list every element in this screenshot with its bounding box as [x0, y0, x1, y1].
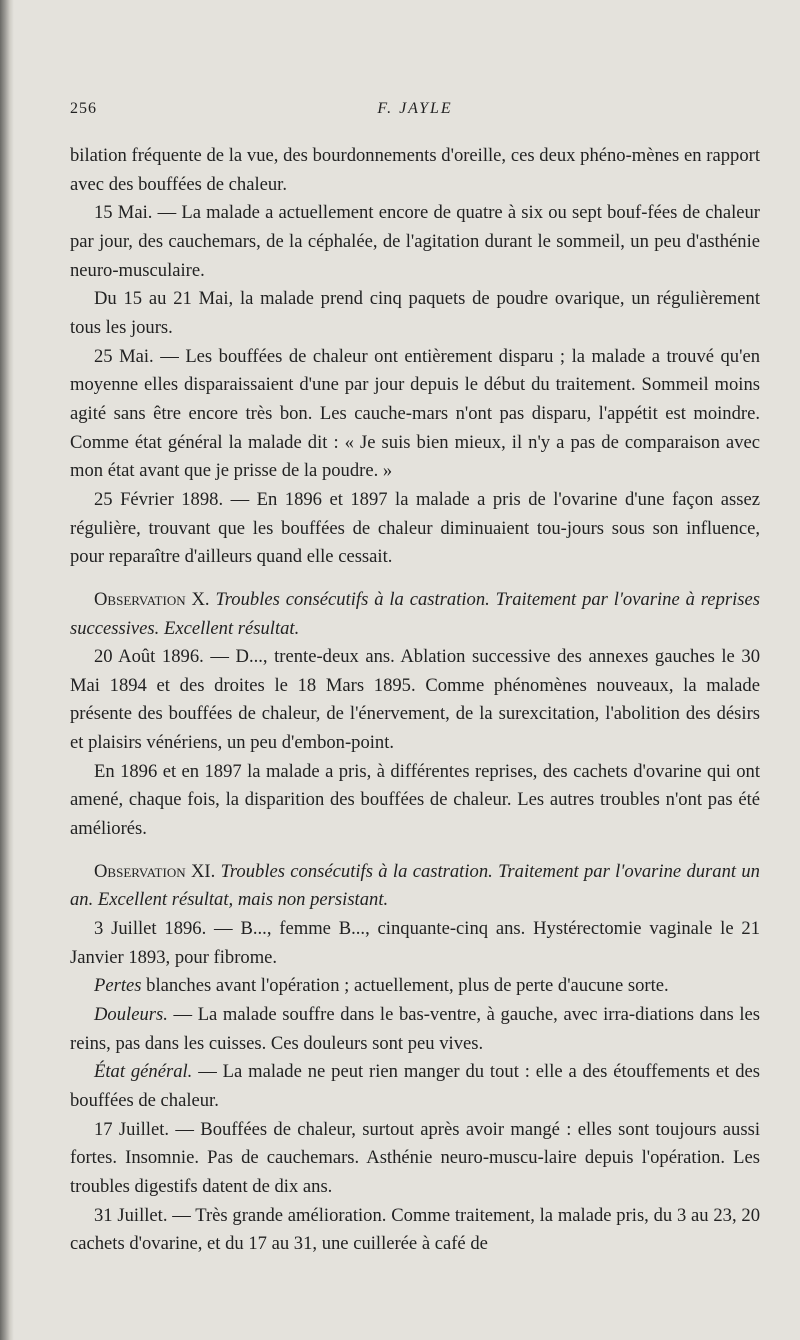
- paragraph: [70, 972, 760, 1001]
- observation-heading: [70, 858, 760, 915]
- paragraph: En 1896 et en 1897 la malade a pris, à différentes reprises, des cachets d'ovarine qui ont amené, chaque fois, la disparition des bouffées de chaleur. Les autres troubles n'ont pas été améliorés.: [70, 760, 760, 840]
- paragraph: bilation fréquente de la vue, des bourdonnements d'oreille, ces deux phéno-mènes en rapport avec des bouffées de chaleur.: [70, 145, 760, 195]
- paragraph-text: blanches avant l'opération ; actuellement, plus de perte d'aucune sorte.: [141, 975, 669, 997]
- observation-title: Troubles consécutifs à la castration. Traitement par l'ovarine durant un an. Excellent résultat, mais non persistant.: [70, 860, 760, 911]
- paragraph-lead: État général.: [94, 1061, 193, 1083]
- paragraph-lead: Douleurs.: [94, 1004, 168, 1026]
- paragraph: 25 Février 1898. — En 1896 et 1897 la malade a pris de l'ovarine d'une façon assez régulière, trouvant que les bouffées de chaleur diminuaient tou-jours sous son influence, pour reparaître d'ailleurs quand elle cessait.: [70, 488, 760, 568]
- paragraph: 15 Mai. — La malade a actuellement encore de quatre à six ou sept bouf-fées de chaleur par jour, des cauchemars, de la céphalée, de l'agitation durant le sommeil, un peu d'asthénie neuro-musculaire.: [70, 202, 760, 281]
- paragraph: [70, 1058, 760, 1115]
- observation-label: Observation XI.: [94, 860, 216, 882]
- paragraph-text: — La malade souffre dans le bas-ventre, à gauche, avec irra-diations dans les reins, pas dans les cuisses. Ces douleurs sont peu vives.: [70, 1004, 760, 1054]
- paragraph: Du 15 au 21 Mai, la malade prend cinq paquets de poudre ovarique, un régulièrement tous les jours.: [70, 288, 760, 338]
- observation-heading: [70, 586, 760, 643]
- page-number: 256: [70, 100, 97, 117]
- observation-title: Troubles consécutifs à la castration. Traitement par l'ovarine à reprises successives. Excellent résultat.: [70, 588, 760, 639]
- running-header: [70, 100, 760, 130]
- observation-label: Observation X.: [94, 588, 210, 610]
- paragraph: [70, 1001, 760, 1058]
- paragraph: 17 Juillet. — Bouffées de chaleur, surtout après avoir mangé : elles sont toujours aussi fortes. Insomnie. Pas de cauchemars. Asthénie neuro-muscu-laire depuis l'opération. Les troubles digestifs datent de dix ans.: [70, 1118, 760, 1197]
- running-author: F. JAYLE: [377, 100, 453, 117]
- paragraph-text: — La malade ne peut rien manger du tout : elle a des étouffements et des bouffées de chaleur.: [70, 1061, 760, 1111]
- page-body: [70, 142, 760, 1259]
- paragraph: 3 Juillet 1896. — B..., femme B..., cinquante-cinq ans. Hystérectomie vaginale le 21 Janvier 1893, pour fibrome.: [70, 918, 760, 968]
- paragraph: 20 Août 1896. — D..., trente-deux ans. Ablation successive des annexes gauches le 30 Mai 1894 et des droites le 18 Mars 1895. Comme phénomènes nouveaux, la malade présente des bouffées de chaleur, de l'énervement, de la surexcitation, l'abolition des désirs et plaisirs vénériens, un peu d'embon-point.: [70, 646, 760, 754]
- paragraph: 25 Mai. — Les bouffées de chaleur ont entièrement disparu ; la malade a trouvé qu'en moyenne elles disparaissaient d'une par jour depuis le début du traitement. Sommeil moins agité sans être encore très bon. Les cauche-mars n'ont pas disparu, l'appétit est moindre. Comme état général la malade dit : « Je suis bien mieux, il n'y a pas de comparaison avec mon état avant que je prisse de la poudre. »: [70, 345, 760, 482]
- paragraph: 31 Juillet. — Très grande amélioration. Comme traitement, la malade pris, du 3 au 23, 20 cachets d'ovarine, et du 17 au 31, une cuillerée à café de: [70, 1204, 760, 1255]
- page-edge-shadow: [0, 0, 14, 1340]
- paragraph-lead: Pertes: [94, 975, 142, 997]
